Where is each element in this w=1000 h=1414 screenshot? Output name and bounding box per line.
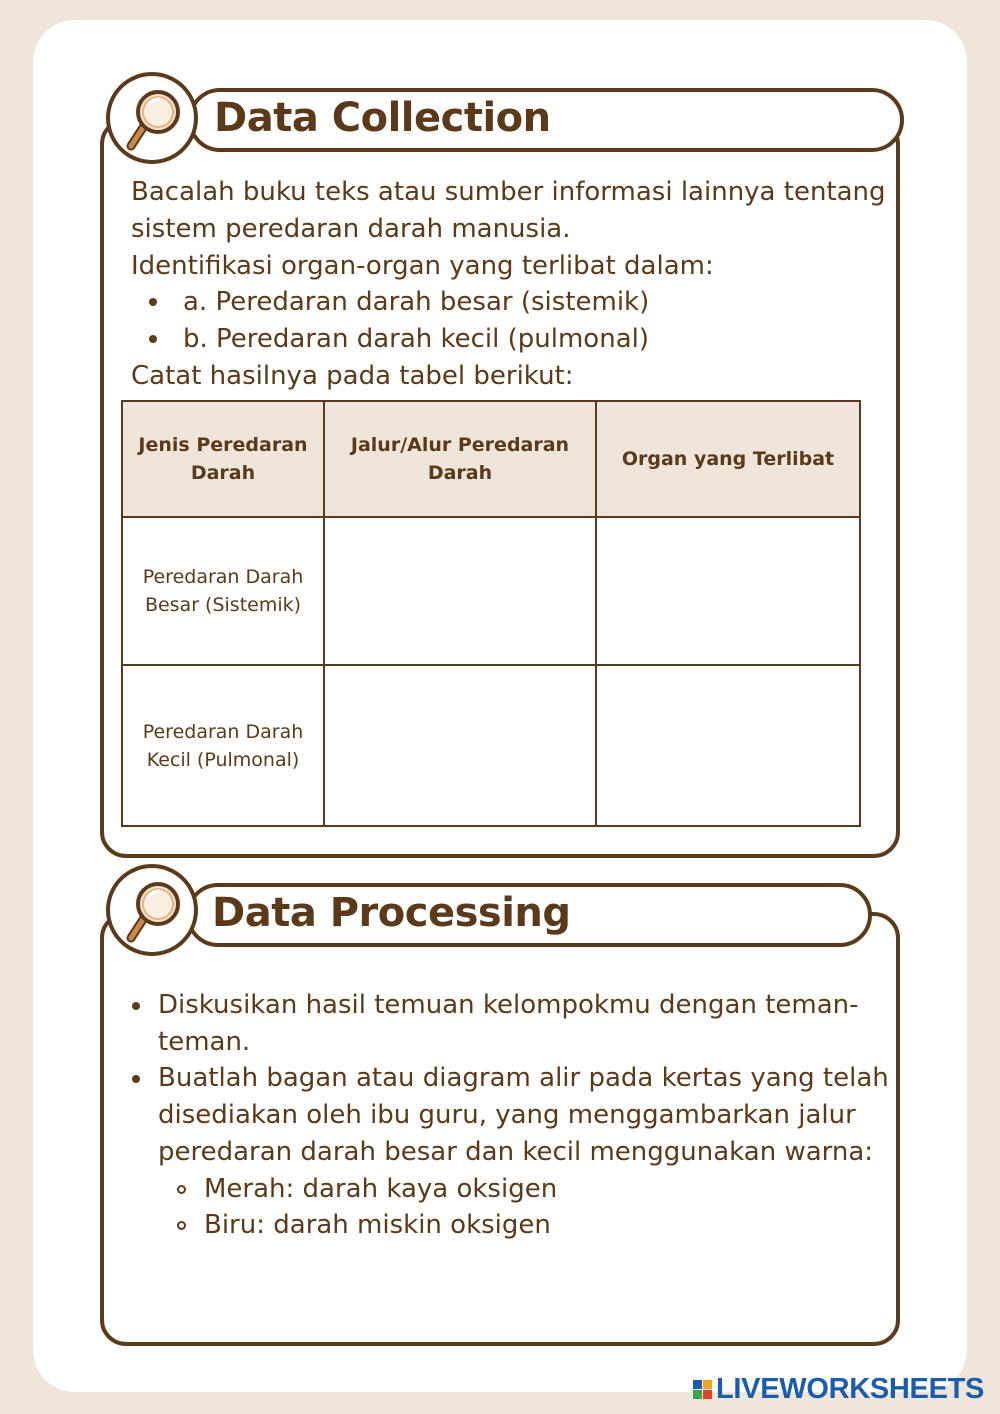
- logo-text: LIVEWORKSHEETS: [716, 1372, 985, 1405]
- table-row: [122, 665, 860, 826]
- bullet-dot: [149, 335, 157, 343]
- sub-bullet-merah: Merah: darah kaya oksigen: [204, 1174, 558, 1204]
- processing-bullet-2-line-3: peredaran darah besar dan kecil menggunakan warna:: [158, 1137, 874, 1167]
- input-jalur-sistemik[interactable]: [324, 517, 596, 665]
- row-label-pulmonal: Peredaran Darah Kecil (Pulmonal): [122, 665, 324, 826]
- sub-bullet-biru: Biru: darah miskin oksigen: [204, 1210, 551, 1240]
- row-label-sistemik: Peredaran Darah Besar (Sistemik): [122, 517, 324, 665]
- magnifier-icon: [122, 880, 186, 944]
- bullet-dot: [149, 298, 157, 306]
- header-jenis: Jenis Peredaran Darah: [122, 401, 324, 517]
- table-row: [122, 517, 860, 665]
- magnifier-badge: [106, 864, 198, 956]
- input-jalur-pulmonal[interactable]: [324, 665, 596, 826]
- processing-bullet-2-line-2: disediakan oleh ibu guru, yang menggambarkan jalur: [158, 1100, 856, 1130]
- processing-bullet-2-line-1: Buatlah bagan atau diagram alir pada kertas yang telah: [158, 1063, 889, 1093]
- intro-line-1: Bacalah buku teks atau sumber informasi lainnya tentang: [131, 177, 886, 207]
- header-organ: Organ yang Terlibat: [596, 401, 860, 517]
- sub-bullet-ring: [177, 1185, 186, 1194]
- data-processing-header: [186, 883, 872, 947]
- circulation-table: [121, 400, 861, 827]
- header-jalur: Jalur/Alur Peredaran Darah: [324, 401, 596, 517]
- intro-line-2: sistem peredaran darah manusia.: [131, 214, 571, 244]
- processing-bullet-1-line-1: Diskusikan hasil temuan kelompokmu dengan teman-: [158, 990, 859, 1020]
- bullet-dot: [132, 1002, 140, 1010]
- bullet-dot: [132, 1075, 140, 1083]
- liveworksheets-logo[interactable]: [693, 1374, 984, 1404]
- data-processing-title: Data Processing: [212, 890, 571, 936]
- magnifier-icon: [122, 88, 186, 152]
- processing-bullet-1-line-2: teman.: [158, 1027, 251, 1057]
- bullet-item-pulmonal: b. Peredaran darah kecil (pulmonal): [183, 324, 649, 354]
- input-organ-pulmonal[interactable]: [596, 665, 860, 826]
- logo-blocks-icon: [693, 1380, 712, 1399]
- magnifier-badge: [106, 72, 198, 164]
- table-header-row: [122, 401, 860, 517]
- data-collection-header: [188, 88, 904, 152]
- closing-instruction: Catat hasilnya pada tabel berikut:: [131, 361, 574, 391]
- intro-line-3: Identifikasi organ-organ yang terlibat dalam:: [131, 251, 714, 281]
- data-collection-title: Data Collection: [214, 95, 551, 141]
- input-organ-sistemik[interactable]: [596, 517, 860, 665]
- bullet-item-sistemik: a. Peredaran darah besar (sistemik): [183, 287, 650, 317]
- sub-bullet-ring: [177, 1221, 186, 1230]
